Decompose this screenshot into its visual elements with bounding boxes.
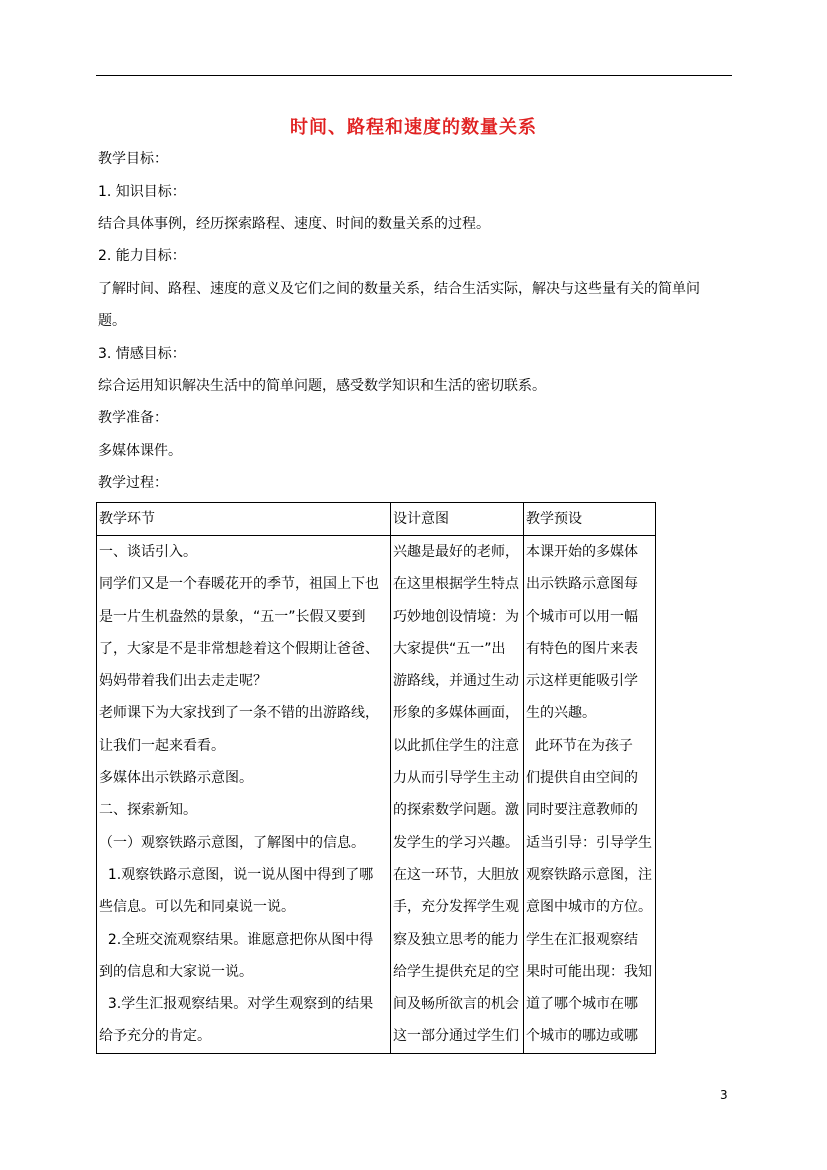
cell-line: 间及畅所欲言的机会 [393, 996, 519, 1013]
cell-line: 手，充分发挥学生观 [393, 899, 519, 916]
teaching-process-table [96, 502, 656, 1054]
process-heading: 教学过程： [98, 475, 168, 491]
cell-line: 老师课下为大家找到了一条不错的出游路线， [99, 705, 379, 722]
cell-line: 个城市的哪边或哪 [526, 1028, 638, 1045]
cell-line: 给学生提供充足的空 [393, 963, 519, 980]
header-rule [96, 75, 732, 76]
ability-heading: 2. 能力目标： [98, 248, 186, 264]
cell-line: 意图中城市的方位。 [526, 899, 652, 916]
cell-line: （一）观察铁路示意图，了解图中的信息。 [99, 834, 365, 851]
cell-line: 到的信息和大家说一说。 [99, 963, 253, 980]
cell-line: 生的兴趣。 [526, 705, 596, 722]
cell-line: 察及独立思考的能力 [393, 931, 519, 948]
cell-line: 同时要注意教师的 [526, 802, 638, 819]
header-design-intent: 设计意图 [391, 503, 524, 536]
document-title: 时间、路程和速度的数量关系 [290, 117, 537, 138]
emotion-heading: 3. 情感目标： [98, 346, 186, 362]
ability-text-line-2: 题。 [98, 313, 126, 329]
cell-line: 个城市可以用一幅 [526, 608, 638, 625]
cell-line: 形象的多媒体画面， [393, 705, 519, 722]
cell-line: 在这里根据学生特点 [393, 576, 519, 593]
table-row [97, 536, 656, 1054]
cell-line: 多媒体出示铁路示意图。 [99, 770, 253, 787]
header-teaching-stage: 教学环节 [97, 503, 391, 536]
preparation-text: 多媒体课件。 [98, 443, 182, 459]
objectives-heading: 教学目标： [98, 151, 168, 167]
emotion-text: 综合运用知识解决生活中的简单问题，感受数学知识和生活的密切联系。 [98, 378, 546, 394]
preparation-heading: 教学准备： [98, 410, 168, 426]
teaching-presets-cell [524, 536, 656, 1054]
knowledge-heading: 1. 知识目标： [98, 184, 186, 200]
ability-text-line-1: 了解时间、路程、速度的意义及它们之间的数量关系，结合生活实际，解决与这些量有关的简单问 [98, 281, 700, 297]
cell-line: 此环节在为孩子 [526, 737, 633, 754]
cell-line: 3.学生汇报观察结果。对学生观察到的结果 [99, 996, 374, 1013]
cell-line: 本课开始的多媒体 [526, 544, 638, 560]
cell-line: 二、探索新知。 [99, 802, 197, 819]
cell-line: 示这样更能吸引学 [526, 673, 638, 690]
cell-line: 2.全班交流观察结果。谁愿意把你从图中得 [99, 931, 374, 948]
table-header-row [97, 503, 656, 536]
cell-line: 些信息。可以先和同桌说一说。 [99, 899, 295, 916]
cell-line: 道了哪个城市在哪 [526, 996, 638, 1013]
cell-line: 在这一环节，大胆放 [393, 866, 519, 883]
cell-line: 发学生的学习兴趣。 [393, 834, 519, 851]
cell-line: 同学们又是一个春暖花开的季节，祖国上下也 [99, 576, 379, 593]
cell-line: 的探索数学问题。激 [393, 802, 519, 819]
cell-line: 让我们一起来看看。 [99, 737, 225, 754]
cell-line: 是一片生机盎然的景象，“五一”长假又要到 [99, 608, 366, 625]
cell-line: 学生在汇报观察结 [526, 931, 638, 948]
cell-line: 以此抓住学生的注意 [393, 737, 519, 754]
cell-line: 了，大家是不是非常想趁着这个假期让爸爸、 [99, 640, 379, 657]
cell-line: 大家提供“五一”出 [393, 640, 506, 657]
cell-line: 们提供自由空间的 [526, 770, 638, 787]
cell-line: 这一部分通过学生们 [393, 1028, 519, 1045]
cell-line: 出示铁路示意图每 [526, 576, 638, 593]
cell-line: 一、谈话引入。 [99, 544, 197, 560]
cell-line: 兴趣是最好的老师， [393, 544, 519, 560]
cell-line: 有特色的图片来表 [526, 640, 638, 657]
teaching-stage-cell [97, 536, 391, 1054]
cell-line: 1.观察铁路示意图，说一说从图中得到了哪 [99, 866, 374, 883]
cell-line: 游路线，并通过生动 [393, 673, 519, 690]
design-intent-cell [391, 536, 524, 1054]
cell-line: 力从而引导学生主动 [393, 770, 519, 787]
cell-line: 观察铁路示意图，注 [526, 866, 652, 883]
cell-line: 妈妈带着我们出去走走呢？ [99, 673, 267, 690]
knowledge-text: 结合具体事例，经历探索路程、速度、时间的数量关系的过程。 [98, 216, 490, 232]
cell-line: 巧妙地创设情境：为 [393, 608, 519, 625]
cell-line: 适当引导：引导学生 [526, 834, 652, 851]
page-number: 3 [720, 1088, 728, 1102]
header-teaching-presets: 教学预设 [524, 503, 656, 536]
cell-line: 给予充分的肯定。 [99, 1028, 211, 1045]
cell-line: 果时可能出现：我知 [526, 963, 652, 980]
